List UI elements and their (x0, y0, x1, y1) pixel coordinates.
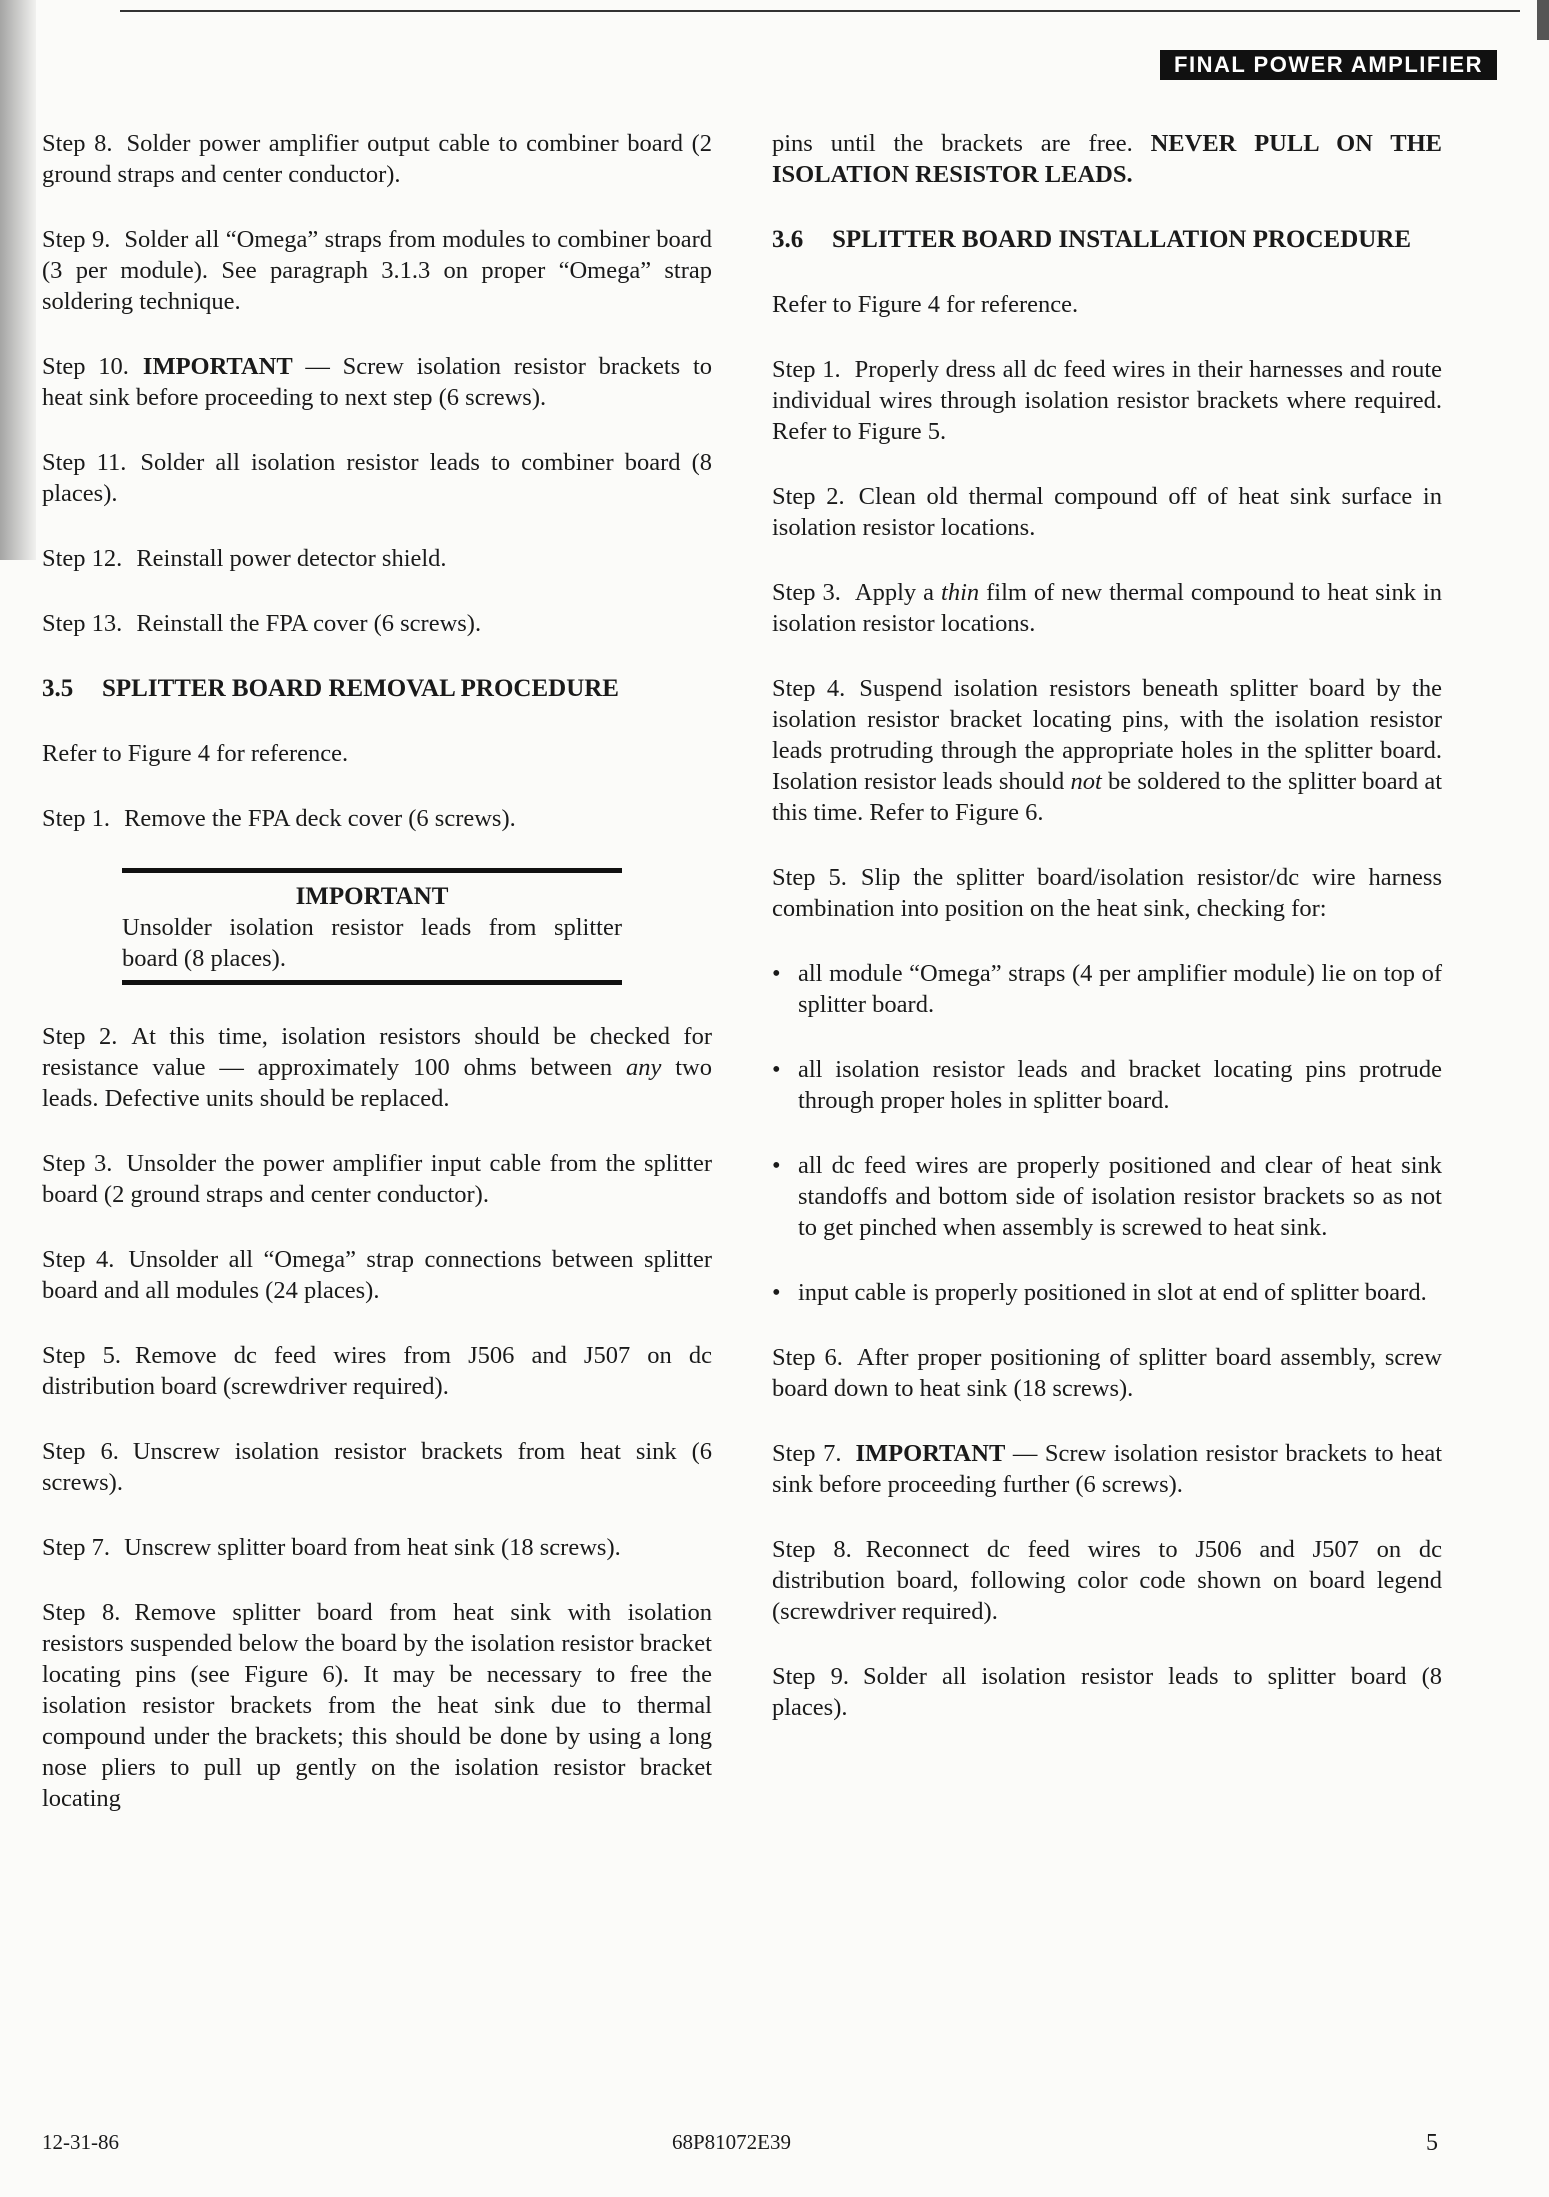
scan-edge-shadow (0, 0, 36, 560)
step-text: Remove splitter board from heat sink with isolation resistors suspended below the board by the isolation resistor bracket locating pins (see Figure 6). It may be necessary to free the isolation resistor brackets from the heat sink due to thermal compound under the brackets; this should be done by using a long nose pliers to pull up gently on the isolation resistor bracket locating (42, 1599, 712, 1812)
removal-step-3-paragraph (42, 1148, 712, 1210)
step-text: Solder all “Omega” straps from modules to combiner board (3 per module). See paragraph 3.1.3 on proper “Omega” strap soldering technique. (42, 226, 712, 315)
step-text: Solder all isolation resistor leads to splitter board (8 places). (772, 1663, 1442, 1721)
continuation-text: pins until the brackets are free. (772, 130, 1151, 157)
step-text: be soldered to the splitter board at this time. Refer to Figure 6. (772, 768, 1443, 826)
step-label: Step 1. (42, 805, 111, 832)
step-text: film of new thermal compound to heat sink in isolation resistor locations. (772, 579, 1443, 637)
checklist-item: • all module “Omega” straps (4 per amplifier module) lie on top of splitter board. (772, 958, 1442, 1020)
step-9-paragraph (42, 224, 712, 317)
removal-step-5-paragraph (42, 1340, 712, 1402)
install-step-2-paragraph (772, 481, 1442, 543)
section-3-5-heading (42, 673, 712, 704)
step-text: Remove the FPA deck cover (6 screws). (124, 805, 516, 832)
step-text: two leads. Defective units should be replaced. (42, 1054, 712, 1112)
section-number: 3.5 (42, 675, 74, 702)
step-label: Step 4. (42, 1246, 115, 1273)
step-label: Step 8. (772, 1536, 852, 1563)
figure-reference: Refer to Figure 4 for reference. (772, 291, 1079, 318)
step-label: Step 6. (772, 1344, 843, 1371)
step-text: Solder all isolation resistor leads to combiner board (8 places). (42, 449, 713, 507)
install-step-9-paragraph (772, 1661, 1442, 1723)
footer-date: 12-31-86 (42, 2130, 119, 2154)
step-label: Step 3. (772, 579, 841, 606)
step-label: Step 3. (42, 1150, 113, 1177)
step-text: Apply a (854, 579, 942, 606)
figure-reference: Refer to Figure 4 for reference. (42, 740, 349, 767)
step-text: — Screw isolation resistor brackets to heat sink before proceeding to next step (6 screws). (42, 353, 712, 411)
step-label: Step 4. (772, 675, 846, 702)
checklist-item: • all isolation resistor leads and bracket locating pins protrude through proper holes in splitter board. (772, 1054, 1442, 1116)
install-step-1-paragraph (772, 354, 1442, 447)
step-label: Step 5. (42, 1342, 122, 1369)
step-text: Properly dress all dc feed wires in their harnesses and route individual wires through isolation resistor brackets where required. Refer to Figure 5. (772, 356, 1443, 445)
removal-step-2-paragraph (42, 1021, 712, 1114)
step-text: Reconnect dc feed wires to J506 and J507 on dc distribution board, following color code shown on board legend (screwdriver required). (772, 1536, 1442, 1625)
checklist-item: • input cable is properly positioned in slot at end of splitter board. (772, 1277, 1442, 1308)
step-text: Unsolder all “Omega” strap connections between splitter board and all modules (24 places). (42, 1246, 712, 1304)
step-text: Reinstall power detector shield. (136, 545, 447, 572)
step-text: Suspend isolation resistors beneath splitter board by the isolation resistor bracket locating pins, with the isolation resistor leads protruding through the appropriate holes in the splitter board. Isolation resistor leads should (772, 675, 1442, 795)
emphasis-text: thin (941, 579, 980, 606)
removal-step-1-paragraph (42, 803, 712, 834)
important-notice-box (122, 868, 622, 985)
step-13-paragraph (42, 608, 712, 639)
page-number: 5 (1426, 2130, 1438, 2156)
removal-step-8-paragraph (42, 1597, 712, 1814)
step-label: Step 11. (42, 449, 127, 476)
install-step-7-paragraph (772, 1438, 1442, 1500)
step-text: Solder power amplifier output cable to combiner board (2 ground straps and center conductor). (42, 130, 712, 188)
important-label: IMPORTANT (855, 1440, 1006, 1467)
important-notice-body: Unsolder isolation resistor leads from splitter board (8 places). (122, 914, 622, 972)
step-text: Slip the splitter board/isolation resistor/dc wire harness combination into position on the heat sink, checking for: (772, 864, 1442, 922)
step-text: At this time, isolation resistors should be checked for resistance value — approximately 100 ohms between (42, 1023, 712, 1081)
step-label: Step 10. (42, 353, 129, 380)
step-label: Step 5. (772, 864, 847, 891)
step-label: Step 7. (42, 1534, 111, 1561)
left-column (42, 128, 712, 1848)
step-label: Step 9. (42, 226, 111, 253)
step-label: Step 12. (42, 545, 123, 572)
step-label: Step 7. (772, 1440, 842, 1467)
important-label: IMPORTANT (142, 353, 293, 380)
step-label: Step 13. (42, 610, 123, 637)
section-title: SPLITTER BOARD REMOVAL PROCEDURE (102, 675, 619, 702)
continuation-paragraph (772, 128, 1442, 190)
step-text: Unsolder the power amplifier input cable from the splitter board (2 ground straps and center conductor). (42, 1150, 712, 1208)
install-step-3-paragraph (772, 577, 1442, 639)
removal-step-6-paragraph (42, 1436, 712, 1498)
install-step-4-paragraph (772, 673, 1442, 828)
step-label: Step 8. (42, 130, 113, 157)
checklist-item: • all dc feed wires are properly positioned and clear of heat sink standoffs and bottom side of isolation resistor brackets so as not to get pinched when assembly is screwed to heat sink. (772, 1150, 1442, 1243)
install-step-8-paragraph (772, 1534, 1442, 1627)
section-header-tab: FINAL POWER AMPLIFIER (1160, 50, 1497, 80)
step-text: After proper positioning of splitter board assembly, screw board down to heat sink (18 screws). (772, 1344, 1443, 1402)
warning-text: NEVER PULL ON THE ISOLATION RESISTOR LEADS. (772, 130, 1442, 188)
step-text: — Screw isolation resistor brackets to heat sink before proceeding further (6 screws). (772, 1440, 1442, 1498)
emphasis-text: any (626, 1054, 662, 1081)
footer-doc-number: 68P81072E39 (672, 2130, 792, 2154)
step-label: Step 8. (42, 1599, 121, 1626)
right-column (772, 128, 1442, 1757)
section-title: SPLITTER BOARD INSTALLATION PROCEDURE (832, 226, 1412, 253)
section-3-6-heading (772, 224, 1442, 255)
step-text: Reinstall the FPA cover (6 screws). (136, 610, 482, 637)
step-11-paragraph (42, 447, 712, 509)
scan-edge-mark (1537, 0, 1549, 40)
section-number: 3.6 (772, 226, 804, 253)
step-text: Clean old thermal compound off of heat sink surface in isolation resistor locations. (772, 483, 1442, 541)
install-step-6-paragraph (772, 1342, 1442, 1404)
top-rule (120, 10, 1520, 12)
step-text: Unscrew splitter board from heat sink (18 screws). (124, 1534, 621, 1561)
important-notice-title: IMPORTANT (295, 883, 449, 910)
step-12-paragraph (42, 543, 712, 574)
step-label: Step 9. (772, 1663, 849, 1690)
emphasis-text: not (1070, 768, 1102, 795)
step-text: Unscrew isolation resistor brackets from heat sink (6 screws). (42, 1438, 712, 1496)
step-label: Step 2. (42, 1023, 118, 1050)
step-label: Step 2. (772, 483, 845, 510)
removal-step-7-paragraph (42, 1532, 712, 1563)
step-text: Remove dc feed wires from J506 and J507 on dc distribution board (screwdriver required). (42, 1342, 713, 1400)
removal-step-4-paragraph (42, 1244, 712, 1306)
install-step-5-paragraph (772, 862, 1442, 924)
step-label: Step 1. (772, 356, 841, 383)
step-10-paragraph (42, 351, 712, 413)
step-label: Step 6. (42, 1438, 119, 1465)
step-8-paragraph (42, 128, 712, 190)
checklist (772, 958, 1442, 1308)
